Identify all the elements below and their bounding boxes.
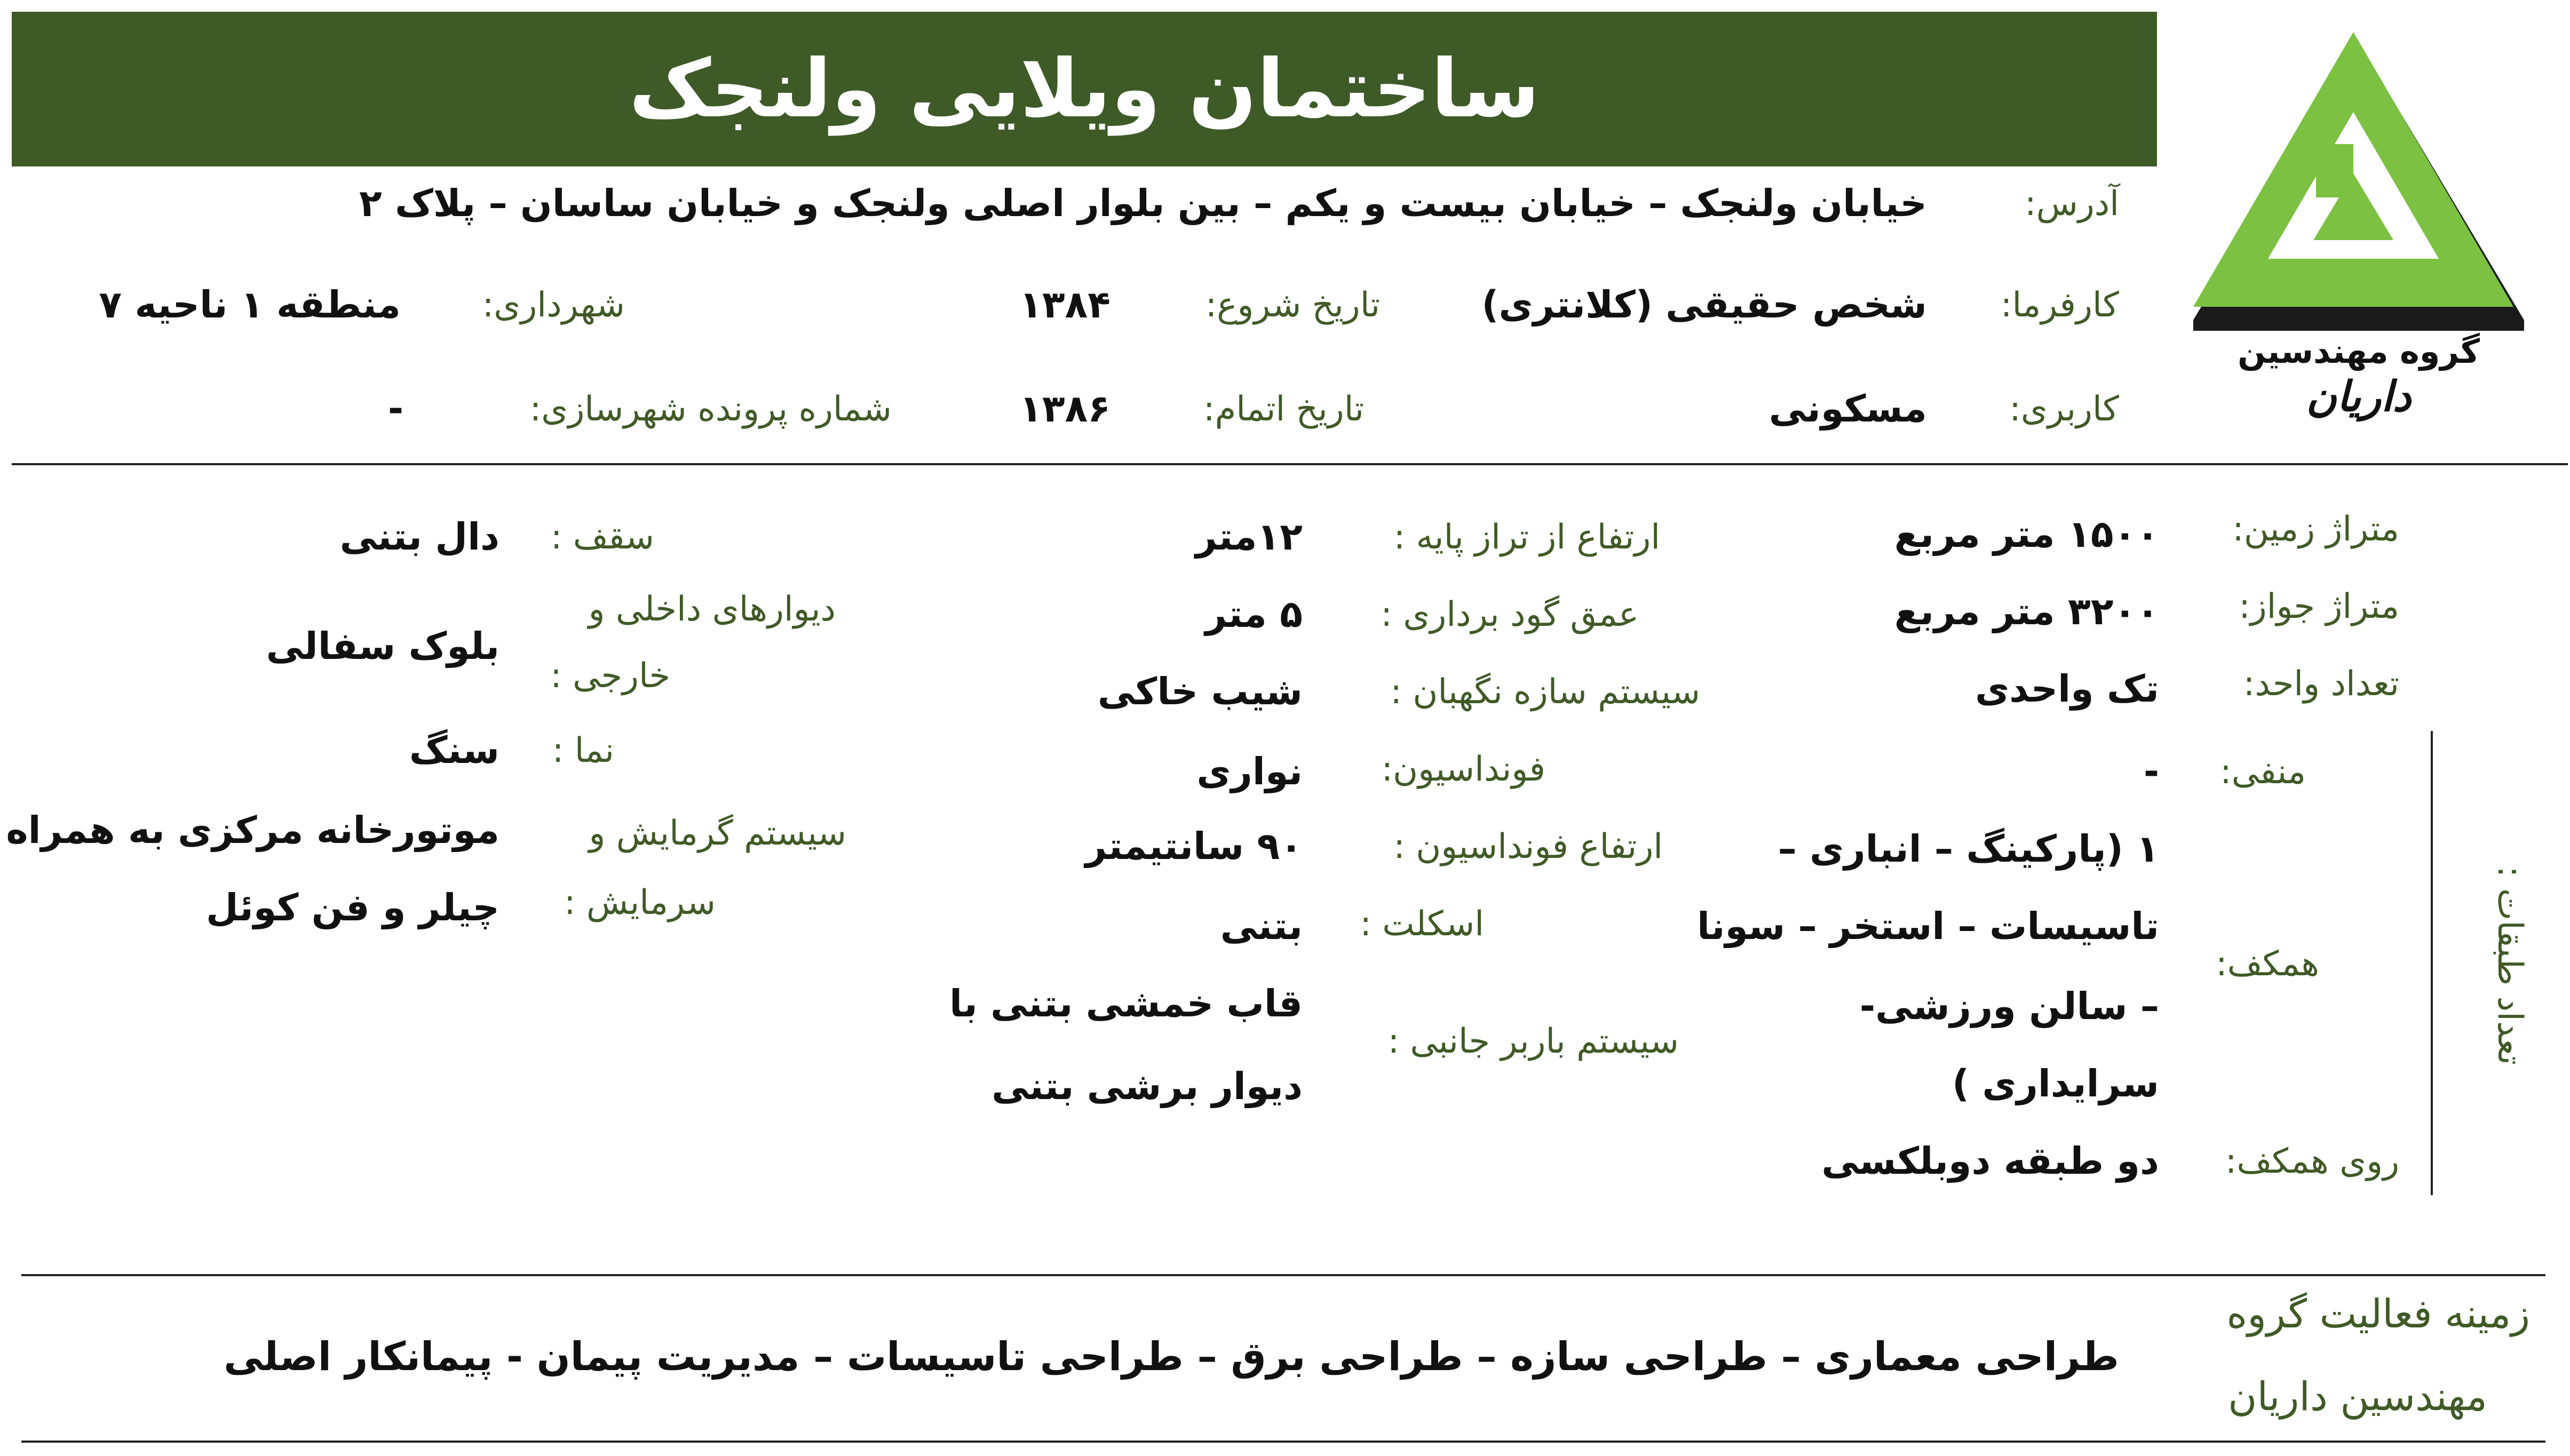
- height-value: ۱۲متر: [1195, 515, 1303, 559]
- units-value: تک واحدی: [1975, 667, 2159, 711]
- usage-label: کاربری:: [2009, 389, 2119, 429]
- municipality-label: شهرداری:: [482, 285, 625, 325]
- logo-text-bottom: داریان: [2306, 373, 2412, 421]
- footer-divider-top: [21, 1274, 2545, 1276]
- hvac-label-line-2: سرمایش :: [564, 883, 716, 922]
- lateral-system-line-1: قاب خمشی بتنی با: [949, 982, 1303, 1025]
- employer-value: شخص حقیقی (کلانتری): [1481, 283, 1927, 327]
- end-date-value: ۱۳۸۶: [1019, 387, 1111, 431]
- permit-area-label: متراژ جواز:: [2239, 587, 2399, 626]
- footer-divider-bottom: [21, 1441, 2545, 1443]
- logo-text-top: گروه مهندسین: [2238, 332, 2480, 371]
- units-label: تعداد واحد:: [2243, 664, 2399, 704]
- daryan-logo-icon: [2183, 21, 2556, 427]
- land-area-value: ۱۵۰۰ متر مربع: [1894, 512, 2159, 556]
- address-value: خیابان ولنجک – خیابان بیست و یکم – بین بلوار اصلی ولنجک و خیابان ساسان – پلاک ۲: [359, 181, 1927, 225]
- ground-floor-line-4: سرایداری ): [1952, 1062, 2159, 1105]
- address-label: آدرس:: [2025, 184, 2119, 224]
- facade-label: نما :: [552, 731, 614, 770]
- usage-value: مسکونی: [1768, 387, 1927, 431]
- skeleton-label: اسکلت :: [1360, 904, 1484, 944]
- footer-value: طراحی معماری – طراحی سازه – طراحی برق – طراحی تاسیسات – مدیریت پیمان - پیمانکار اصلی: [224, 1334, 2119, 1380]
- file-number-value: -: [387, 387, 403, 431]
- header-divider: [12, 463, 2568, 465]
- lateral-system-label: سیستم باربر جانبی :: [1387, 1022, 1679, 1061]
- footer-label-line-2: مهندسین داریان: [2228, 1374, 2487, 1420]
- start-date-label: تاریخ شروع:: [1205, 285, 1380, 325]
- foundation-height-value: ۹۰ سانتیمتر: [1085, 824, 1303, 868]
- page-title: ساختمان ویلایی ولنجک: [629, 43, 1540, 136]
- facade-value: سنگ: [409, 728, 499, 772]
- ground-floor-label: همکف:: [2216, 944, 2319, 984]
- land-area-label: متراژ زمین:: [2232, 510, 2399, 549]
- roof-label: سقف :: [550, 518, 654, 557]
- basement-value: -: [2143, 750, 2159, 793]
- retaining-system-label: سیستم سازه نگهبان :: [1390, 672, 1700, 712]
- foundation-value: نواری: [1196, 750, 1303, 793]
- file-number-label: شماره پرونده شهرسازی:: [529, 389, 892, 429]
- above-ground-label: روی همکف:: [2225, 1142, 2399, 1181]
- municipality-value: منطقه ۱ ناحیه ۷: [99, 283, 401, 327]
- excavation-value: ۵ متر: [1205, 592, 1303, 636]
- ground-floor-line-1: ۱ (پارکینگ – انباری –: [1778, 827, 2159, 871]
- excavation-label: عمق گود برداری :: [1381, 595, 1639, 634]
- ground-floor-line-2: تاسیسات – استخر – سونا: [1696, 904, 2159, 948]
- permit-area-value: ۳۲۰۰ متر مربع: [1894, 590, 2159, 633]
- hvac-value-line-2: چیلر و فن کوئل: [206, 886, 499, 929]
- walls-label-line-2: خارجی :: [550, 656, 670, 696]
- skeleton-value: بتنی: [1220, 904, 1303, 948]
- employer-label: کارفرما:: [2000, 285, 2119, 325]
- hvac-label-line-1: سیستم گرمایش و: [589, 814, 846, 853]
- floors-bracket: [2431, 731, 2433, 1195]
- ground-floor-line-3: – سالن ورزشی-: [1860, 984, 2159, 1028]
- basement-label: منفی:: [2220, 752, 2306, 792]
- footer-label-line-1: زمینه فعالیت گروه: [2226, 1291, 2530, 1337]
- height-label: ارتفاع از تراز پایه :: [1393, 518, 1660, 557]
- hvac-value-line-1: موتورخانه مرکزی به همراه: [6, 808, 499, 852]
- walls-label-line-1: دیوارهای داخلی و: [588, 590, 836, 629]
- floors-label: تعداد طبقات :: [2490, 866, 2529, 1065]
- foundation-height-label: ارتفاع فونداسیون :: [1393, 827, 1663, 866]
- title-bar: [12, 12, 2157, 166]
- foundation-label: فونداسیون:: [1381, 750, 1545, 789]
- above-ground-value: دو طبقه دوبلکسی: [1821, 1139, 2159, 1183]
- lateral-system-line-2: دیوار برشی بتنی: [991, 1064, 1303, 1108]
- end-date-label: تاریخ اتمام:: [1203, 389, 1364, 429]
- roof-value: دال بتنی: [339, 515, 499, 559]
- walls-value: بلوک سفالی: [266, 624, 499, 668]
- start-date-value: ۱۳۸۴: [1019, 283, 1111, 327]
- retaining-system-value: شیب خاکی: [1097, 670, 1303, 713]
